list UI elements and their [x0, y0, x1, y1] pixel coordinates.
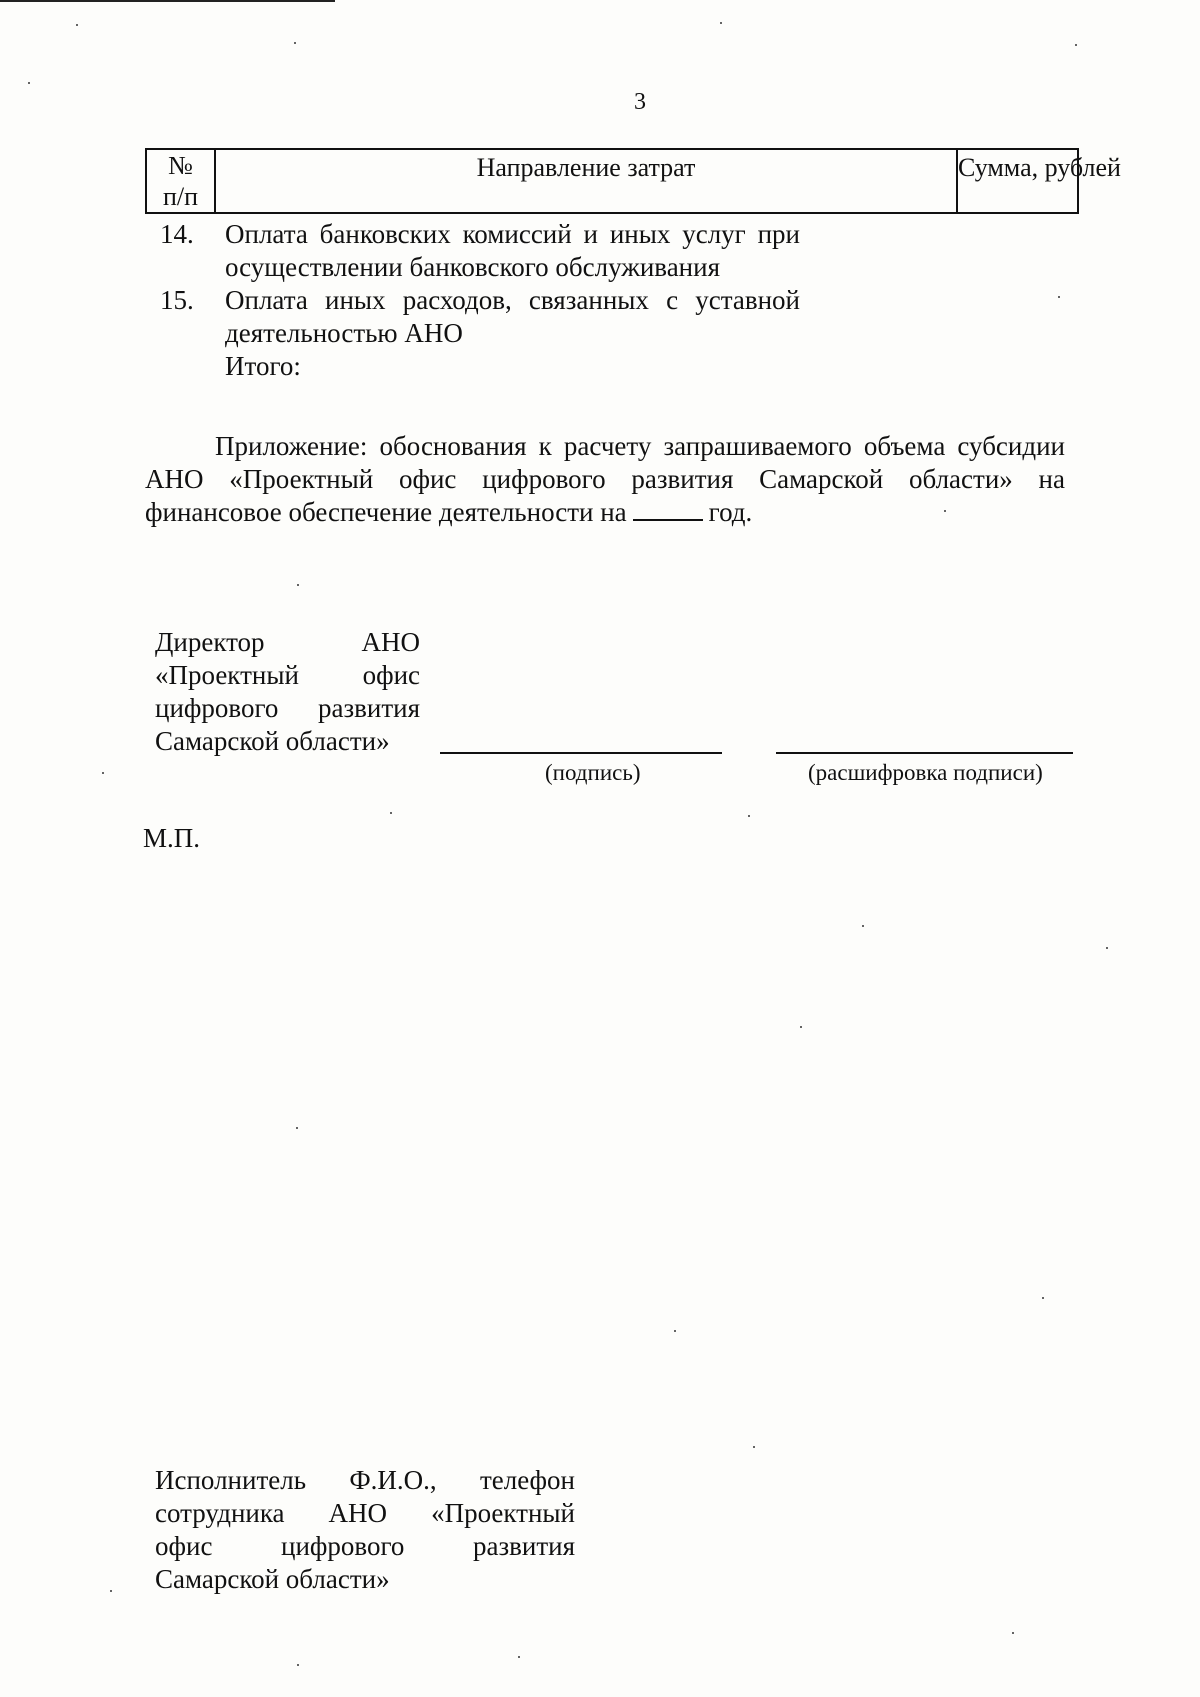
row-text-line: Оплата банковских комиссий и иных услуг при [225, 219, 800, 249]
scan-speck [294, 42, 296, 44]
scan-speck [720, 22, 722, 24]
table-header [145, 148, 1121, 214]
scan-speck [76, 24, 78, 26]
scan-speck [297, 584, 299, 586]
scan-speck [944, 510, 946, 512]
scan-speck [800, 1026, 802, 1028]
scan-speck [748, 815, 750, 817]
scan-speck [110, 1590, 112, 1592]
scan-speck [753, 1446, 755, 1448]
scan-speck [1075, 44, 1077, 46]
signature-decoding-caption: (расшифровка подписи) [808, 760, 1043, 785]
scan-speck [296, 1127, 298, 1129]
executor-block [155, 1464, 575, 1596]
header-number-cell [147, 150, 214, 212]
total-label: Итого: [225, 351, 301, 381]
appendix-line: АНО «Проектный офис цифрового развития Самарской области» на [145, 464, 1065, 494]
row-text-line: Оплата иных расходов, связанных с уставной [225, 285, 800, 315]
appendix-line3-after: год. [708, 497, 753, 527]
director-role-line: цифрового развития [155, 693, 420, 723]
page-number: 3 [634, 89, 646, 115]
scan-speck [1042, 1297, 1044, 1299]
signature-caption: (подпись) [545, 760, 641, 785]
header-direction-cell: Направление затрат [476, 153, 696, 182]
appendix-line3-before: финансовое обеспечение деятельности на [145, 497, 627, 527]
executor-line: офис цифрового развития [155, 1531, 575, 1561]
top-edge-rule [0, 0, 335, 2]
header-number-line2: п/п [162, 182, 199, 211]
executor-line: Исполнитель Ф.И.О., телефон [155, 1465, 575, 1495]
scan-speck [297, 1664, 299, 1666]
executor-line: Самарской области» [155, 1564, 390, 1594]
director-role-line: Самарской области» [155, 726, 390, 756]
scan-speck [674, 1330, 676, 1332]
stamp-place-label: М.П. [143, 823, 201, 853]
signature-decoding-line [776, 752, 1073, 754]
scan-speck [390, 812, 392, 814]
header-number-line1: № [168, 151, 193, 180]
row-text-line: деятельностью АНО [225, 318, 463, 348]
scan-speck [1012, 1632, 1014, 1634]
appendix-paragraph [145, 430, 1065, 529]
scan-speck [1106, 947, 1108, 949]
scan-speck [862, 925, 864, 927]
appendix-line [145, 496, 1065, 529]
header-sum-cell: Сумма, рублей [958, 153, 1121, 182]
appendix-line: Приложение: обоснования к расчету запрашиваемого объема субсидии [215, 431, 1065, 461]
director-role-line: Директор АНО [155, 627, 420, 657]
scan-speck [518, 1656, 520, 1658]
scan-speck [102, 772, 104, 774]
row-number: 14. [160, 219, 194, 249]
director-role-line: «Проектный офис [155, 660, 420, 690]
row-text-line: осуществлении банковского обслуживания [225, 252, 721, 282]
row-number: 15. [160, 285, 194, 315]
scan-speck [1058, 296, 1060, 298]
signature-line [440, 752, 722, 754]
scan-speck [28, 82, 30, 84]
year-blank-field [633, 497, 703, 521]
director-signature-block [155, 626, 420, 758]
executor-line: сотрудника АНО «Проектный [155, 1498, 575, 1528]
